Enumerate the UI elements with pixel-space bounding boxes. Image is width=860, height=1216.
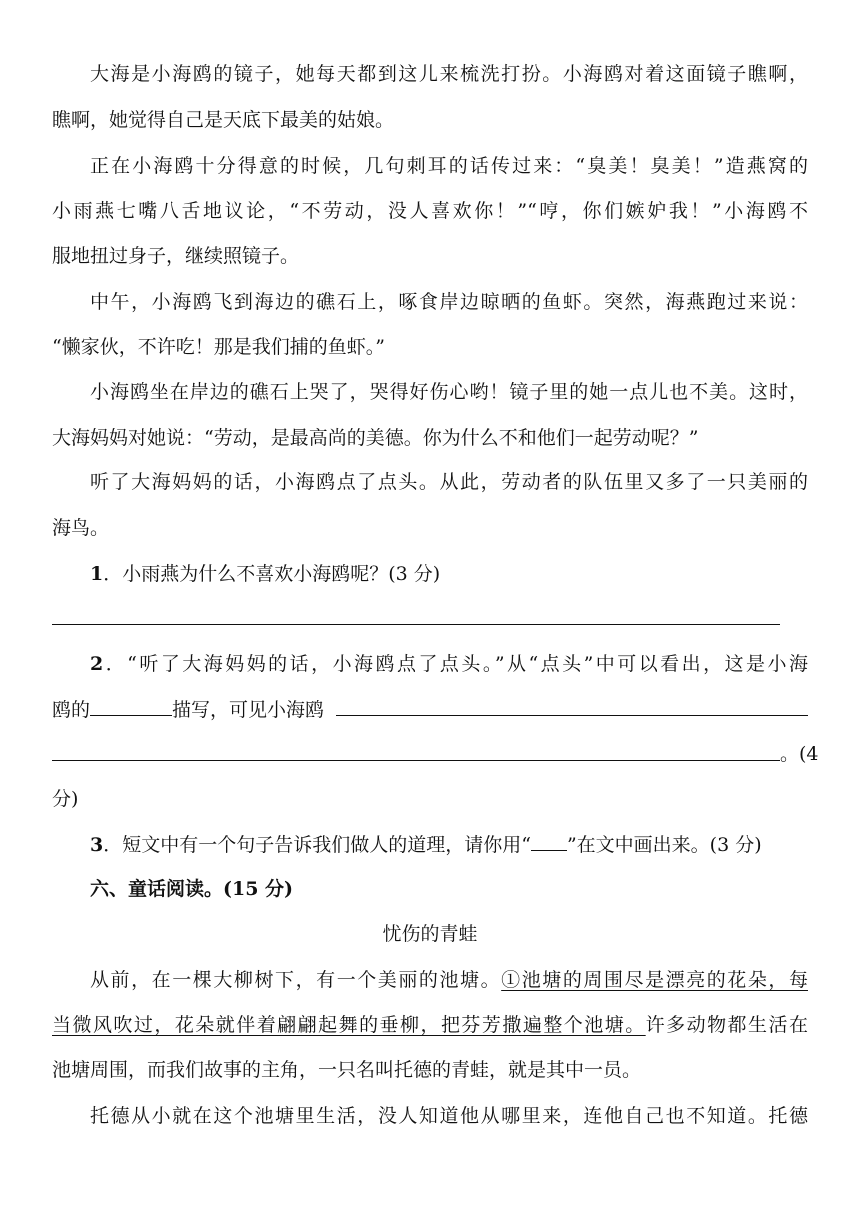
answer-blank-q2-a[interactable]	[90, 697, 172, 716]
passage-paragraph-1-line-1: 大海是小海鸥的镜子，她每天都到这儿来梳洗打扮。小海鸥对着这面镜子瞧啊，	[90, 63, 808, 85]
passage-paragraph-4-line-2: 大海妈妈对她说：“劳动，是最高尚的美德。你为什么不和他们一起劳动呢？”	[52, 427, 699, 449]
passage-paragraph-2-line-3: 服地扭过身子，继续照镜子。	[52, 245, 300, 267]
question-2-score-part: 。(4	[780, 743, 819, 765]
question-2	[90, 652, 808, 676]
story-title: 忧伤的青蛙	[382, 923, 478, 945]
passage-paragraph-2-line-1: 正在小海鸥十分得意的时候，几句刺耳的话传过来：“臭美！臭美！”造燕窝的	[90, 155, 808, 177]
answer-line-q2-c[interactable]	[52, 760, 780, 761]
question-1-number: 1	[90, 563, 104, 585]
underlined-sentence-1: ①池塘的周围尽是漂亮的花朵，每	[501, 969, 808, 991]
story-text: 从前，在一棵大柳树下，有一个美丽的池塘。	[90, 969, 502, 991]
answer-blank-q3-marker	[531, 832, 567, 851]
answer-line-q2-b[interactable]	[336, 715, 808, 716]
passage-paragraph-4-line-1: 小海鸥坐在岸边的礁石上哭了，哭得好伤心哟！镜子里的她一点儿也不美。这时，	[90, 381, 808, 403]
question-2-number: 2	[90, 653, 104, 675]
passage-paragraph-2-line-2: 小雨燕七嘴八舌地议论，“不劳动，没人喜欢你！”“哼，你们嫉妒我！”小海鸥不	[52, 200, 808, 222]
passage-paragraph-3-line-1: 中午，小海鸥飞到海边的礁石上，啄食岸边晾晒的鱼虾。突然，海燕跑过来说：	[90, 291, 808, 313]
question-2-score-end: 分)	[52, 788, 79, 810]
story-paragraph-1-line-3: 池塘周围，而我们故事的主角，一只名叫托德的青蛙，就是其中一员。	[52, 1059, 642, 1081]
story-paragraph-2-line-1: 托德从小就在这个池塘里生活，没人知道他从哪里来，连他自己也不知道。托德	[90, 1105, 808, 1127]
question-2-text-b: 描写，可见小海鸥	[172, 699, 325, 721]
passage-paragraph-1-line-2: 瞧啊，她觉得自己是天底下最美的姑娘。	[52, 109, 395, 131]
question-3-text-a: ．短文中有一个句子告诉我们做人的道理，请你用“	[103, 834, 531, 856]
story-paragraph-1-line-2	[52, 1013, 808, 1037]
story-paragraph-1-line-1	[90, 968, 808, 992]
question-2-text-a: 鸥的	[52, 699, 91, 721]
question-3-text-b: ”在文中画出来。(3 分)	[566, 834, 762, 856]
passage-paragraph-5-line-2: 海鸟。	[52, 517, 110, 539]
question-2-line-2	[52, 697, 808, 722]
story-text: 许多动物都生活在	[645, 1014, 808, 1036]
section-6-heading: 六、童话阅读。(15 分)	[90, 878, 294, 900]
underlined-sentence-1-continued: 当微风吹过，花朵就伴着翩翩起舞的垂柳，把芬芳撒遍整个池塘。	[52, 1014, 646, 1036]
question-2-text: ．“听了大海妈妈的话，小海鸥点了点头。”从“点头”中可以看出，这是小海	[103, 653, 808, 675]
passage-paragraph-5-line-1: 听了大海妈妈的话，小海鸥点了点头。从此，劳动者的队伍里又多了一只美丽的	[90, 471, 808, 493]
question-3	[90, 832, 808, 857]
question-1	[90, 562, 808, 586]
question-3-number: 3	[90, 834, 104, 856]
question-1-text: ．小雨燕为什么不喜欢小海鸥呢？(3 分)	[103, 563, 441, 585]
answer-line-q1[interactable]	[52, 624, 780, 625]
passage-paragraph-3-line-2: “懒家伙，不许吃！那是我们捕的鱼虾。”	[52, 336, 385, 358]
